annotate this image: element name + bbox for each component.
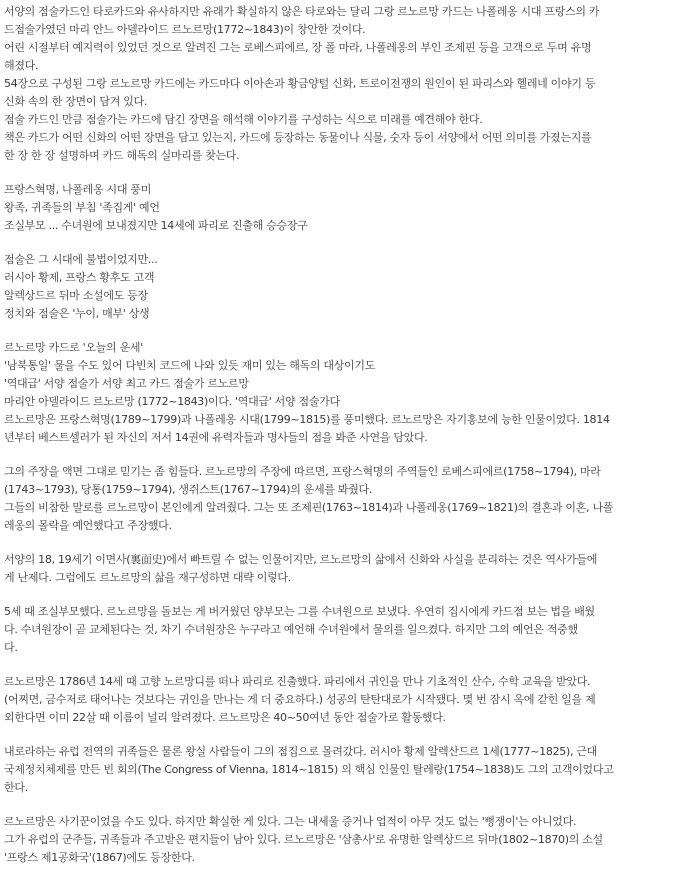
text-line: 르노르망은 1786년 14세 때 고향 노르망디를 떠나 파리로 진출했다. 파리에서 귀인을 만나 기초적인 산수, 수학 교육을 받았다. — [4, 675, 591, 688]
text-line: 그가 유럽의 군주들, 귀족들과 주고받은 편지들이 남아 있다. 르노르망은 '삼총사'로 유명한 알렉상드르 뒤마(1802~1870)의 소설 — [4, 833, 603, 846]
paragraph-spacer — [4, 657, 690, 673]
subheading-block — [4, 251, 690, 323]
text-line: 국제정치체제를 만든 빈 회의(The Congress of Vienna, 1814~1815) 의 핵심 인물인 탈레랑(1754~1838)도 그의 고객이었다고 — [4, 763, 614, 776]
text-line: 해졌다. — [4, 59, 39, 72]
body-paragraph — [4, 463, 690, 535]
text-line: 레옹의 몰락을 예언했다고 주장했다. — [4, 519, 172, 532]
text-line: 정치와 점술은 '누이, 매부' 상생 — [4, 307, 150, 320]
paragraph-spacer — [4, 323, 690, 339]
paragraph-spacer — [4, 797, 690, 813]
text-line: 르노르망 카드로 '오늘의 운세' — [4, 341, 143, 354]
text-line: 외한다면 이미 22살 때 이름이 널리 알려졌다. 르노르망은 40~50여년 동안 점술가로 활동했다. — [4, 711, 446, 724]
text-line: 다. 수녀원장이 곧 교체된다는 것, 차기 수녀원장은 누구라고 예언해 수녀원에서 물의를 일으켰다. 하지만 그의 예언은 적중했 — [4, 623, 578, 636]
paragraph-spacer — [4, 727, 690, 743]
body-paragraph — [4, 339, 690, 447]
text-line: 책은 카드가 어떤 신화의 어떤 장면을 담고 있는지, 카드에 등장하는 동물이나 식물, 숫자 등이 서양에서 어떤 의미를 가졌는지를 — [4, 131, 592, 144]
body-paragraph — [4, 813, 690, 867]
subheading-block — [4, 181, 690, 235]
paragraph-spacer — [4, 165, 690, 181]
text-line: 르노르망은 사기꾼이었을 수도 있다. 하지만 확실한 게 있다. 그는 내세울 증거나 업적이 아무 것도 없는 '뻥쟁이'는 아니었다. — [4, 815, 577, 828]
body-paragraph — [4, 551, 690, 587]
text-line: 게 난제다. 그럼에도 르노르망의 삶을 재구성하면 대략 이렇다. — [4, 571, 291, 584]
text-line: 조실부모 ... 수녀원에 보내졌지만 14세에 파리로 진출해 승승장구 — [4, 219, 308, 232]
body-paragraph — [4, 603, 690, 657]
paragraph-spacer — [4, 587, 690, 603]
text-line: 내로라하는 유럽 전역의 귀족들은 물론 왕실 사람들이 그의 점집으로 몰려갔다. 러시아 황제 알렉산드르 1세(1777~1825), 근대 — [4, 745, 597, 758]
text-line: 한다. — [4, 781, 28, 794]
text-line: 54장으로 구성된 그랑 르노르망 카드에는 카드마다 이아손과 황금양털 신화, 트로이전쟁의 원인이 된 파리스와 헬레네 이야기 등 — [4, 77, 596, 90]
text-line: 그의 주장을 액면 그대로 믿기는 좀 힘들다. 르노르망의 주장에 따르면, 프랑스혁명의 주역들인 로베스피에르(1758~1794), 마라 — [4, 465, 601, 478]
text-line: 왕족, 귀족들의 부침 '족집게' 예언 — [4, 201, 160, 214]
text-line: 점술 카드인 만큼 점술가는 카드에 담긴 장면을 해석해 이야기를 구성하는 식으로 미래를 예견해야 한다. — [4, 113, 483, 126]
text-line: '프랑스 제1공화국'(1867)에도 등장한다. — [4, 851, 195, 864]
body-paragraph — [4, 743, 690, 797]
text-line: 어린 시절부터 예지력이 있었던 것으로 알려진 그는 로베스피에르, 장 폴 마라, 나폴레옹의 부인 조제핀 등을 고객으로 두며 유명 — [4, 41, 592, 54]
text-line: 서양의 점술카드인 타로카드와 유사하지만 유래가 확실하지 않은 타로와는 달리 그랑 르노르망 카드는 나폴레옹 시대 프랑스의 카 — [4, 5, 600, 18]
text-line: 년부터 베스트셀러가 된 자신의 저서 14권에 유력자들과 명사들의 점을 봐준 사연을 담았다. — [4, 431, 428, 444]
text-line: 5세 때 조실부모했다. 르노르망을 돌보는 게 버거웠던 양부모는 그를 수녀원으로 보냈다. 우연히 집시에게 카드점 보는 법을 배웠 — [4, 605, 595, 618]
paragraph-spacer — [4, 235, 690, 251]
intro-paragraph — [4, 3, 690, 165]
text-line: (어찌면, 금수저로 태어나는 것보다는 귀인을 만나는 게 더 중요하다.) 성공의 탄탄대로가 시작됐다. 몇 번 잠시 옥에 갇힌 일을 제 — [4, 693, 596, 706]
text-line: 프랑스혁명, 나폴레옹 시대 풍미 — [4, 183, 152, 196]
text-line: 알렉상드르 뒤마 소설에도 등장 — [4, 289, 148, 302]
text-line: 다. — [4, 641, 18, 654]
text-line: '남북통일' 물을 수도 있어 다빈치 코드에 나와 있듯 재미 있는 해독의 대상이기도 — [4, 359, 376, 372]
text-line: 점술은 그 시대에 불법이었지만... — [4, 253, 158, 266]
text-line: (1743~1793), 당통(1759~1794), 생쥐스트(1767~1794)의 운세를 봐줬다. — [4, 483, 373, 496]
text-line: 러시아 황제, 프랑스 황후도 고객 — [4, 271, 155, 284]
text-line: '역대급' 서양 점술가 서양 최고 카드 점술가 르노르망 — [4, 377, 249, 390]
body-paragraph — [4, 673, 690, 727]
text-line: 드점술가였던 마리 안느 아델라이드 르노르망(1772~1843)이 창안한 것이다. — [4, 23, 366, 36]
text-line: 한 장 한 장 설명하며 카드 해독의 실마리를 찾는다. — [4, 149, 240, 162]
paragraph-spacer — [4, 447, 690, 463]
text-line: 신화 속의 한 장면이 담겨 있다. — [4, 95, 148, 108]
text-line: 그들의 비참한 말로를 르노르망이 본인에게 알려줬다. 그는 또 조제핀(1763~1814)과 나폴레옹(1769~1821)의 결혼과 이혼, 나폴 — [4, 501, 614, 514]
text-line: 서양의 18, 19세기 이면사(裏面史)에서 빠트릴 수 없는 인물이지만, 르노르망의 삶에서 신화와 사실을 분리하는 것은 역사가들에 — [4, 553, 598, 566]
text-line: 마리안 아델라이드 르노르망 (1772~1843)이다. '역대급' 서양 점술가다 — [4, 395, 340, 408]
text-line: 르노르망은 프랑스혁명(1789~1799)과 나폴레옹 시대(1799~1815)를 풍미했다. 르노르망은 자기홍보에 능한 인물이었다. 1814 — [4, 413, 610, 426]
paragraph-spacer — [4, 535, 690, 551]
